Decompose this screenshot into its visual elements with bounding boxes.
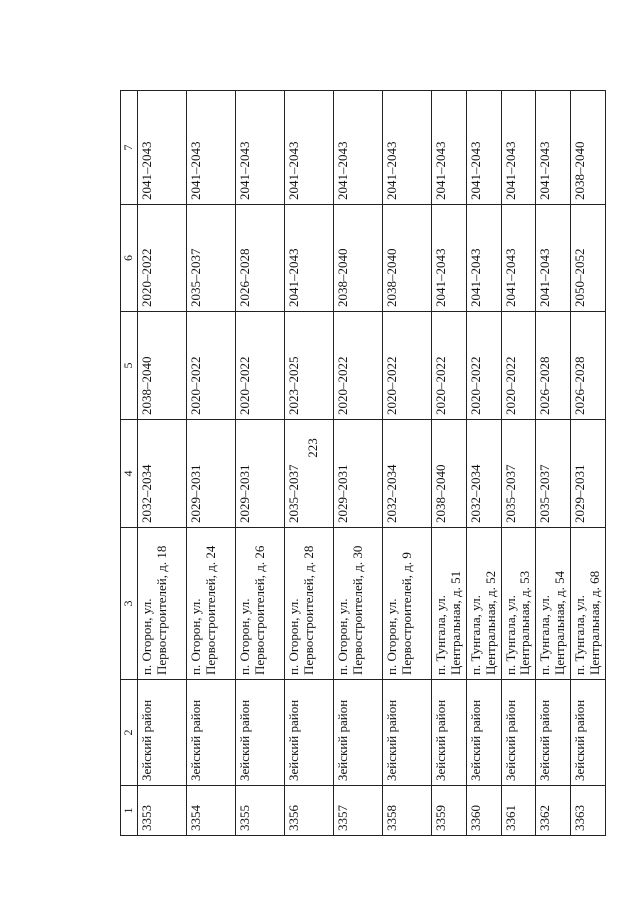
- table-cell-c4: 2032–2034: [382, 420, 431, 528]
- table-row: [571, 91, 606, 836]
- table-cell-c2: Зейский район: [536, 680, 571, 786]
- table-cell-c1: 3355: [235, 786, 284, 836]
- table-cell-c2: Зейский район: [382, 680, 431, 786]
- table-cell-c3: п. Огорон, ул. Первостроителей, д. 18: [137, 528, 186, 680]
- schedule-table: [120, 90, 606, 836]
- column-header: 1: [121, 786, 138, 836]
- table-cell-c1: 3359: [431, 786, 466, 836]
- table-row: [382, 91, 431, 836]
- table-cell-c6: 2020–2022: [137, 205, 186, 312]
- column-header: 2: [121, 680, 138, 786]
- table-row: [431, 91, 466, 836]
- table-cell-c5: 2020–2022: [466, 312, 501, 420]
- table-cell-c6: 2041–2043: [431, 205, 466, 312]
- table-cell-c5: 2023–2025: [284, 312, 333, 420]
- column-header: 3: [121, 528, 138, 680]
- table-cell-c5: 2020–2022: [235, 312, 284, 420]
- table-cell-c5: 2020–2022: [501, 312, 536, 420]
- table-row: [466, 91, 501, 836]
- table-cell-c2: Зейский район: [284, 680, 333, 786]
- table-cell-c6: 2041–2043: [284, 205, 333, 312]
- table-row: [536, 91, 571, 836]
- table-cell-c4: 2032–2034: [137, 420, 186, 528]
- table-cell-c1: 3354: [186, 786, 235, 836]
- table-cell-c4: 2029–2031: [186, 420, 235, 528]
- table-cell-c4: 2035–2037: [501, 420, 536, 528]
- table-cell-c1: 3353: [137, 786, 186, 836]
- table-cell-c2: Зейский район: [466, 680, 501, 786]
- table-cell-c4: 2035–2037: [536, 420, 571, 528]
- column-header: 4: [121, 420, 138, 528]
- table-cell-c5: 2020–2022: [186, 312, 235, 420]
- column-header: 7: [121, 91, 138, 205]
- table-cell-c7: 2041–2043: [333, 91, 382, 205]
- table-cell-c7: 2041–2043: [382, 91, 431, 205]
- table-cell-c7: 2038–2040: [571, 91, 606, 205]
- table-row: [186, 91, 235, 836]
- table-cell-c3: п. Огорон, ул. Первостроителей, д. 30: [333, 528, 382, 680]
- table-cell-c7: 2041–2043: [536, 91, 571, 205]
- table-cell-c6: 2050–2052: [571, 205, 606, 312]
- table-row: [284, 91, 333, 836]
- header-row: [121, 91, 138, 836]
- table-cell-c6: 2041–2043: [536, 205, 571, 312]
- table-cell-c2: Зейский район: [333, 680, 382, 786]
- table-cell-c7: 2041–2043: [235, 91, 284, 205]
- table-cell-c1: 3362: [536, 786, 571, 836]
- table-row: [333, 91, 382, 836]
- table-cell-c3: п. Тунгала, ул. Центральная, д. 53: [501, 528, 536, 680]
- table-cell-c7: 2041–2043: [466, 91, 501, 205]
- table-cell-c1: 3361: [501, 786, 536, 836]
- table-cell-c2: Зейский район: [431, 680, 466, 786]
- table-cell-c3: п. Тунгала, ул. Центральная, д. 68: [571, 528, 606, 680]
- table-cell-c3: п. Тунгала, ул. Центральная, д. 54: [536, 528, 571, 680]
- table-cell-c7: 2041–2043: [186, 91, 235, 205]
- table-cell-c6: 2041–2043: [466, 205, 501, 312]
- table-cell-c6: 2038–2040: [333, 205, 382, 312]
- table-cell-c2: Зейский район: [571, 680, 606, 786]
- table-cell-c2: Зейский район: [186, 680, 235, 786]
- table-cell-c4: 2035–2037: [284, 420, 333, 528]
- table-cell-c2: Зейский район: [501, 680, 536, 786]
- table-cell-c5: 2020–2022: [382, 312, 431, 420]
- table-cell-c7: 2041–2043: [284, 91, 333, 205]
- table-cell-c5: 2020–2022: [431, 312, 466, 420]
- table-cell-c4: 2038–2040: [431, 420, 466, 528]
- page-number: 223: [305, 438, 320, 458]
- table-cell-c5: 2038–2040: [137, 312, 186, 420]
- table-cell-c6: 2038–2040: [382, 205, 431, 312]
- table-cell-c5: 2026–2028: [536, 312, 571, 420]
- table-cell-c5: 2020–2022: [333, 312, 382, 420]
- rotated-table-container: [120, 91, 603, 836]
- table-cell-c3: п. Огорон, ул. Первостроителей, д. 26: [235, 528, 284, 680]
- table-cell-c6: 2026–2028: [235, 205, 284, 312]
- table-cell-c4: 2029–2031: [333, 420, 382, 528]
- table-cell-c7: 2041–2043: [501, 91, 536, 205]
- table-cell-c4: 2029–2031: [571, 420, 606, 528]
- table-row: [137, 91, 186, 836]
- table-cell-c1: 3356: [284, 786, 333, 836]
- table-cell-c1: 3358: [382, 786, 431, 836]
- column-header: 6: [121, 205, 138, 312]
- table-cell-c3: п. Огорон, ул. Первостроителей, д. 24: [186, 528, 235, 680]
- table-row: [501, 91, 536, 836]
- table-cell-c6: 2035–2037: [186, 205, 235, 312]
- table-cell-c5: 2026–2028: [571, 312, 606, 420]
- table-cell-c2: Зейский район: [235, 680, 284, 786]
- table-cell-c6: 2041–2043: [501, 205, 536, 312]
- table-cell-c3: п. Тунгала, ул. Центральная, д. 51: [431, 528, 466, 680]
- table-cell-c7: 2041–2043: [137, 91, 186, 205]
- table-cell-c1: 3357: [333, 786, 382, 836]
- table-row: [235, 91, 284, 836]
- table-cell-c1: 3363: [571, 786, 606, 836]
- table-cell-c7: 2041–2043: [431, 91, 466, 205]
- table-body: [137, 91, 605, 836]
- table-cell-c3: п. Огорон, ул. Первостроителей, д. 9: [382, 528, 431, 680]
- table-cell-c2: Зейский район: [137, 680, 186, 786]
- table-cell-c3: п. Огорон, ул. Первостроителей, д. 28: [284, 528, 333, 680]
- column-header: 5: [121, 312, 138, 420]
- table-cell-c4: 2029–2031: [235, 420, 284, 528]
- table-cell-c4: 2032–2034: [466, 420, 501, 528]
- table-cell-c3: п. Тунгала, ул. Центральная, д. 52: [466, 528, 501, 680]
- table-cell-c1: 3360: [466, 786, 501, 836]
